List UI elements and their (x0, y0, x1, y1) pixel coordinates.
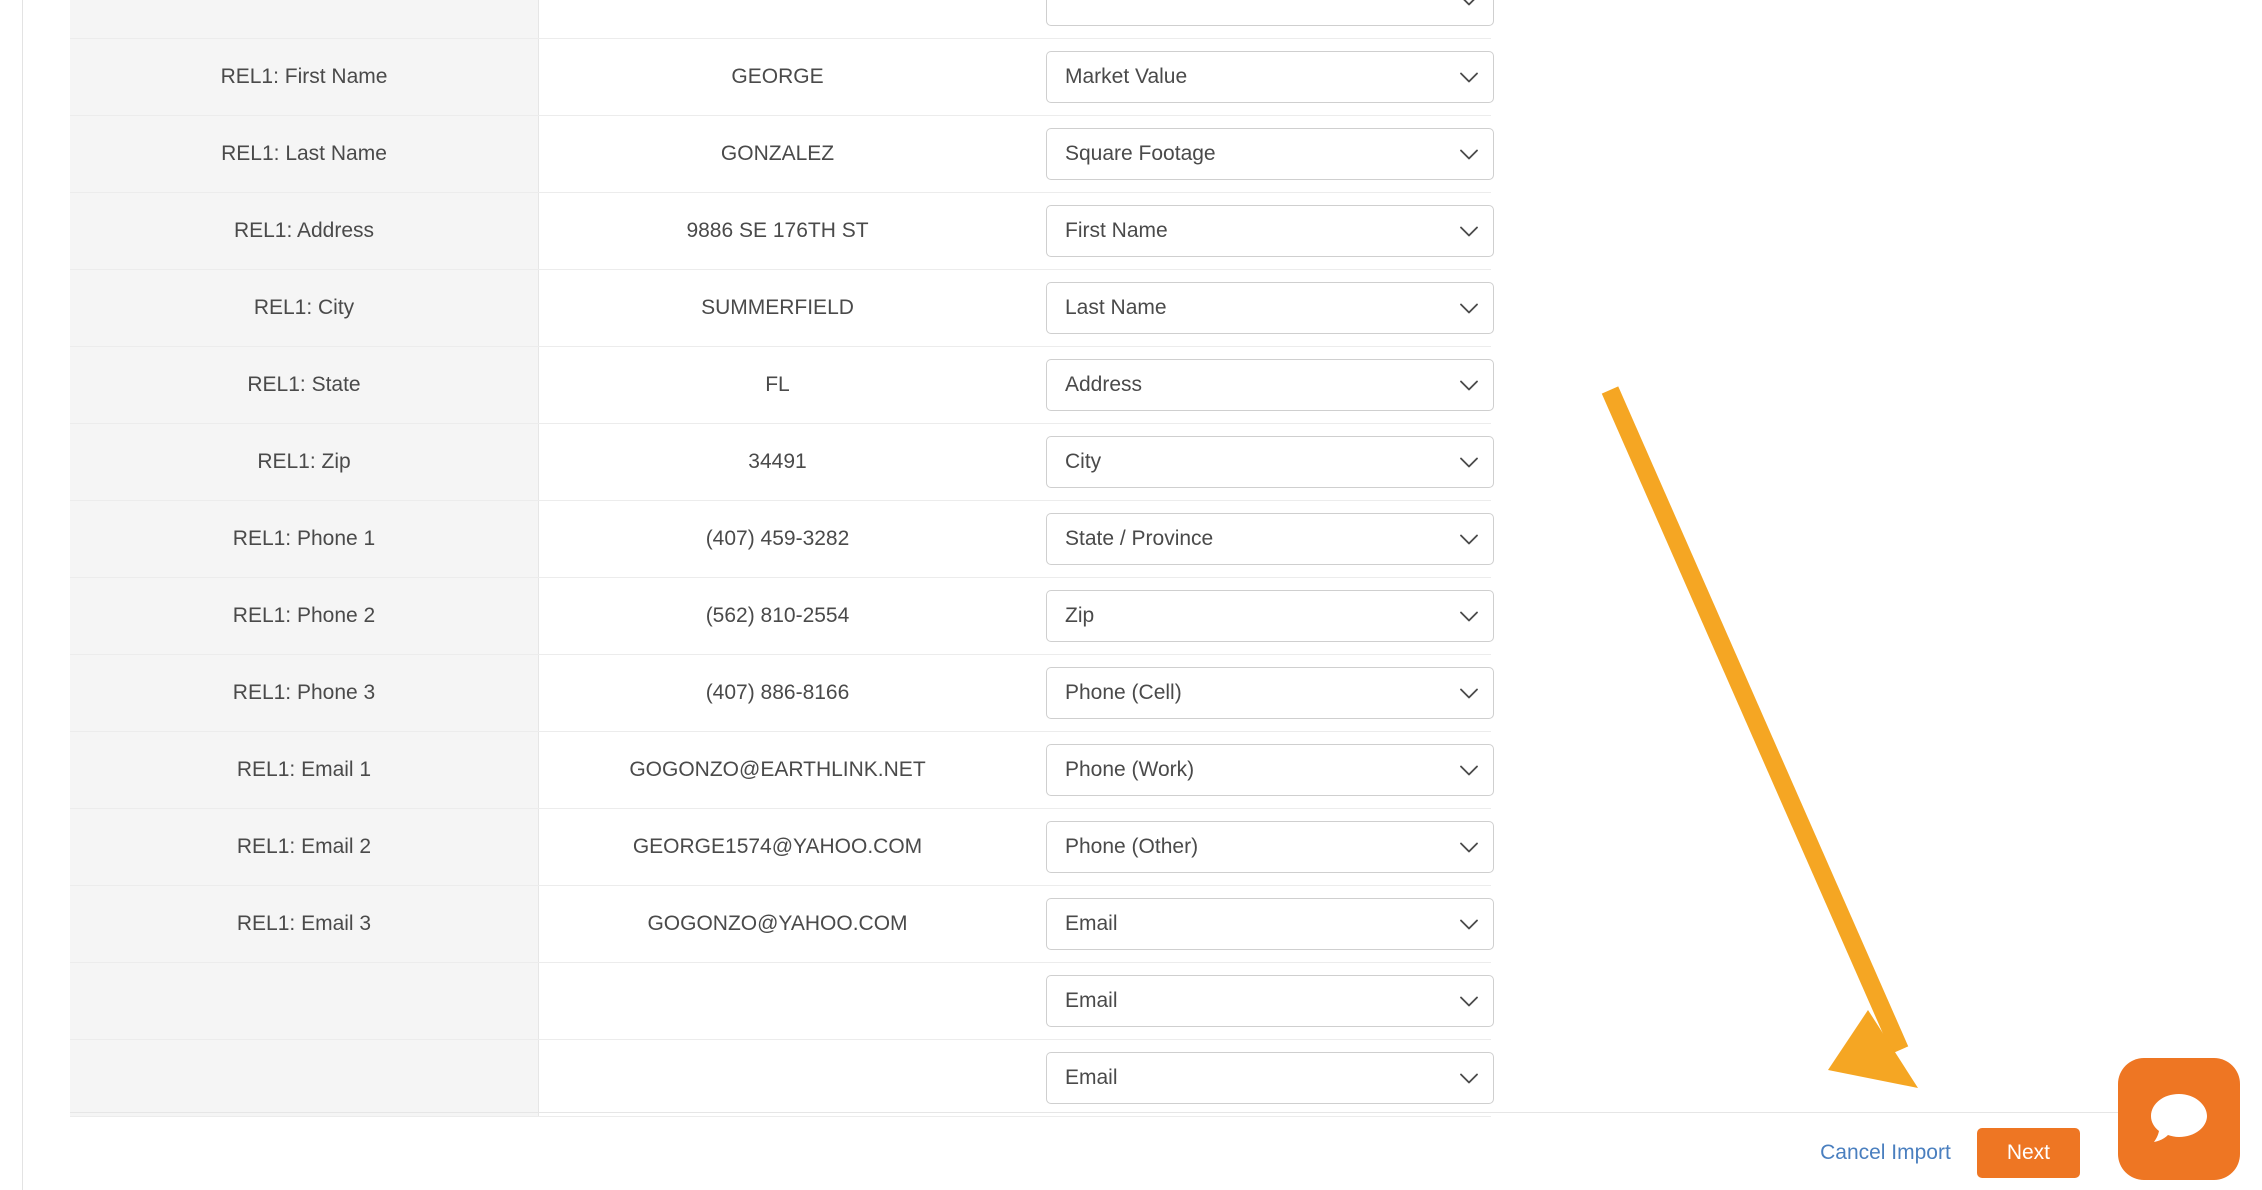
sample-value: (407) 886-8166 (539, 655, 1017, 732)
source-field-label: REL1: Last Name (70, 116, 539, 193)
target-field-select[interactable]: City (1046, 436, 1494, 488)
sample-value (539, 0, 1017, 39)
chat-launcher-button[interactable] (2118, 1058, 2240, 1180)
target-field-cell (1016, 39, 1491, 116)
sample-value: GOGONZO@EARTHLINK.NET (539, 732, 1017, 809)
table-row (70, 732, 1491, 809)
target-field-select[interactable] (1046, 0, 1494, 26)
target-field-select[interactable]: Last Name (1046, 282, 1494, 334)
target-field-select-wrap[interactable] (1046, 821, 1494, 873)
cancel-import-link[interactable]: Cancel Import (1820, 1141, 1951, 1164)
target-field-cell (1016, 116, 1491, 193)
source-field-label: REL1: Email 2 (70, 809, 539, 886)
source-field-label: REL1: Email 1 (70, 732, 539, 809)
table-row (70, 578, 1491, 655)
sample-value: GEORGE1574@YAHOO.COM (539, 809, 1017, 886)
target-field-select[interactable]: First Name (1046, 205, 1494, 257)
table-row (70, 424, 1491, 501)
sample-value: 9886 SE 176TH ST (539, 193, 1017, 270)
target-field-select-wrap[interactable] (1046, 590, 1494, 642)
sample-value: GOGONZO@YAHOO.COM (539, 886, 1017, 963)
annotation-arrow-icon (1600, 370, 2120, 1130)
sample-value: GEORGE (539, 39, 1017, 116)
target-field-select[interactable]: Phone (Cell) (1046, 667, 1494, 719)
sample-value: GONZALEZ (539, 116, 1017, 193)
target-field-cell (1016, 578, 1491, 655)
target-field-select-wrap[interactable] (1046, 359, 1494, 411)
source-field-label: REL1: State (70, 347, 539, 424)
target-field-select[interactable]: Phone (Work) (1046, 744, 1494, 796)
target-field-select-wrap[interactable] (1046, 898, 1494, 950)
table-row (70, 1040, 1491, 1117)
table-row (70, 655, 1491, 732)
target-field-cell (1016, 732, 1491, 809)
source-field-label: REL1: Phone 1 (70, 501, 539, 578)
table-row (70, 886, 1491, 963)
sample-value: FL (539, 347, 1017, 424)
target-field-select[interactable]: Email (1046, 975, 1494, 1027)
source-field-label: REL1: Phone 3 (70, 655, 539, 732)
target-field-select-wrap[interactable] (1046, 128, 1494, 180)
sample-value: 34491 (539, 424, 1017, 501)
target-field-select[interactable]: Email (1046, 898, 1494, 950)
table-row (70, 0, 1491, 39)
target-field-cell (1016, 501, 1491, 578)
source-field-label: REL1: Phone 2 (70, 578, 539, 655)
target-field-cell (1016, 270, 1491, 347)
footer-actions (1820, 1128, 2080, 1178)
target-field-select-wrap[interactable] (1046, 51, 1494, 103)
mapping-table (70, 0, 1491, 1117)
target-field-select-wrap[interactable] (1046, 436, 1494, 488)
target-field-cell (1016, 193, 1491, 270)
source-field-label: REL1: Email 3 (70, 886, 539, 963)
target-field-select-wrap[interactable] (1046, 667, 1494, 719)
sample-value: (562) 810-2554 (539, 578, 1017, 655)
table-row (70, 809, 1491, 886)
source-field-label (70, 963, 539, 1040)
import-field-mapping-table (70, 0, 1490, 1117)
source-field-label (70, 0, 539, 39)
mapping-table-body (70, 0, 1491, 1117)
sample-value: SUMMERFIELD (539, 270, 1017, 347)
source-field-label (70, 1040, 539, 1117)
table-row (70, 963, 1491, 1040)
target-field-select[interactable]: State / Province (1046, 513, 1494, 565)
source-field-label: REL1: First Name (70, 39, 539, 116)
source-field-label: REL1: Zip (70, 424, 539, 501)
next-button[interactable]: Next (1977, 1128, 2080, 1178)
target-field-select-wrap[interactable] (1046, 513, 1494, 565)
table-row (70, 193, 1491, 270)
target-field-cell (1016, 347, 1491, 424)
chat-bubble-icon (2147, 1090, 2211, 1148)
footer-divider (70, 1112, 2220, 1113)
source-field-label: REL1: City (70, 270, 539, 347)
sample-value (539, 963, 1017, 1040)
target-field-cell (1016, 0, 1491, 39)
table-row (70, 347, 1491, 424)
table-row (70, 39, 1491, 116)
target-field-cell (1016, 963, 1491, 1040)
target-field-cell (1016, 424, 1491, 501)
target-field-select-wrap[interactable] (1046, 744, 1494, 796)
target-field-select[interactable]: Market Value (1046, 51, 1494, 103)
page-left-rule (22, 0, 23, 1190)
target-field-cell (1016, 809, 1491, 886)
target-field-cell (1016, 655, 1491, 732)
target-field-select-wrap[interactable] (1046, 975, 1494, 1027)
target-field-select-wrap[interactable] (1046, 205, 1494, 257)
sample-value: (407) 459-3282 (539, 501, 1017, 578)
target-field-cell (1016, 886, 1491, 963)
target-field-select-wrap[interactable] (1046, 282, 1494, 334)
target-field-select[interactable]: Email (1046, 1052, 1494, 1104)
target-field-select-wrap[interactable] (1046, 0, 1494, 26)
target-field-cell (1016, 1040, 1491, 1117)
sample-value (539, 1040, 1017, 1117)
target-field-select[interactable]: Zip (1046, 590, 1494, 642)
target-field-select[interactable]: Phone (Other) (1046, 821, 1494, 873)
table-row (70, 501, 1491, 578)
target-field-select[interactable]: Address (1046, 359, 1494, 411)
target-field-select-wrap[interactable] (1046, 1052, 1494, 1104)
table-row (70, 270, 1491, 347)
target-field-select[interactable]: Square Footage (1046, 128, 1494, 180)
table-row (70, 116, 1491, 193)
source-field-label: REL1: Address (70, 193, 539, 270)
